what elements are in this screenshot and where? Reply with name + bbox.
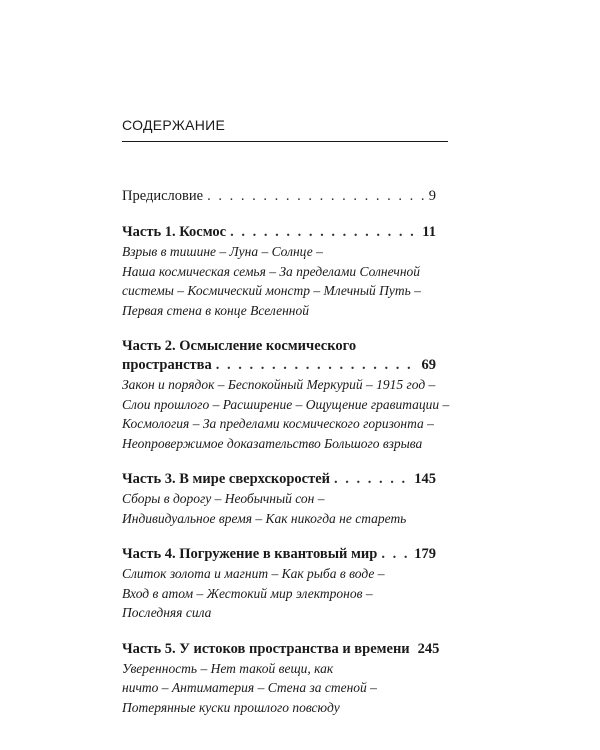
toc-heading: СОДЕРЖАНИЕ: [122, 117, 226, 133]
page-number: 245: [417, 640, 440, 657]
toc-entry-part-4[interactable]: [122, 545, 436, 564]
topic-line: ничто – Антиматерия – Стена за стеной –: [122, 680, 377, 695]
page-number: 179: [414, 546, 436, 562]
topic-line: Потерянные куски прошлого повсюду: [122, 699, 340, 715]
part-topics: [122, 659, 436, 718]
part-title: Часть 3. В мире сверхскоростей: [122, 471, 331, 487]
heading-divider: [122, 141, 448, 142]
topic-line: Последняя сила: [122, 605, 212, 620]
topic-line: системы – Космический монстр – Млечный Путь –: [122, 283, 421, 298]
leader-dots: [334, 470, 410, 489]
topic-line: Вход в атом – Жестокий мир электронов –: [122, 585, 373, 601]
toc-entry-part-3[interactable]: [122, 470, 436, 489]
toc-entry-part-5[interactable]: [122, 640, 440, 659]
topic-line: Неопровержимое доказательство Большого взрыва: [122, 435, 423, 451]
toc-entry-preface[interactable]: [122, 187, 436, 206]
toc-part-2: [122, 337, 450, 453]
part-title-line-1[interactable]: Часть 2. Осмысление космического: [122, 338, 357, 354]
part-title: Часть 1. Космос: [122, 224, 227, 240]
topic-line: Закон и порядок – Беспокойный Меркурий – 1915 год –: [122, 377, 436, 392]
toc-part-1: [122, 223, 436, 320]
toc-part-5: [122, 640, 440, 718]
page-number: 9: [428, 188, 436, 204]
table-of-contents: [122, 187, 450, 734]
toc-part-4: [122, 545, 436, 623]
part-title: Часть 4. Погружение в квантовый мир: [122, 546, 378, 562]
toc-entry-part-1[interactable]: [122, 223, 436, 242]
part-topics: [122, 564, 436, 623]
topic-line: Космология – За пределами космического горизонта –: [122, 416, 434, 431]
page-number: 145: [414, 471, 436, 487]
topic-line: Уверенность – Нет такой вещи, как: [122, 660, 334, 676]
topic-line: Взрыв в тишине – Луна – Солнце –: [122, 244, 323, 259]
topic-line: Сборы в дорогу – Необычный сон –: [122, 491, 325, 506]
leader-dots: [381, 545, 410, 564]
entry-label: Предисловие: [122, 188, 204, 204]
topic-line: Наша космическая семья – За пределами Солнечной: [122, 263, 421, 279]
topic-line: Первая стена в конце Вселенной: [122, 302, 309, 318]
part-title: Часть 5. У истоков пространства и времени: [122, 640, 410, 657]
topic-line: Слои прошлого – Расширение – Ощущение гравитации –: [122, 396, 450, 412]
part-title-line-2: пространства: [122, 357, 212, 373]
leader-dots: [207, 187, 425, 206]
part-topics: [122, 489, 436, 528]
topic-line: Индивидуальное время – Как никогда не стареть: [122, 510, 407, 526]
toc-part-3: [122, 470, 436, 528]
page-number: 69: [421, 357, 436, 373]
part-topics: [122, 242, 436, 320]
topic-line: Слиток золота и магнит – Как рыба в воде –: [122, 566, 385, 581]
toc-entry-part-2[interactable]: [122, 356, 436, 375]
part-topics: [122, 375, 450, 453]
leader-dots: [216, 356, 418, 375]
page-number: 11: [422, 224, 436, 240]
leader-dots: [230, 223, 418, 242]
